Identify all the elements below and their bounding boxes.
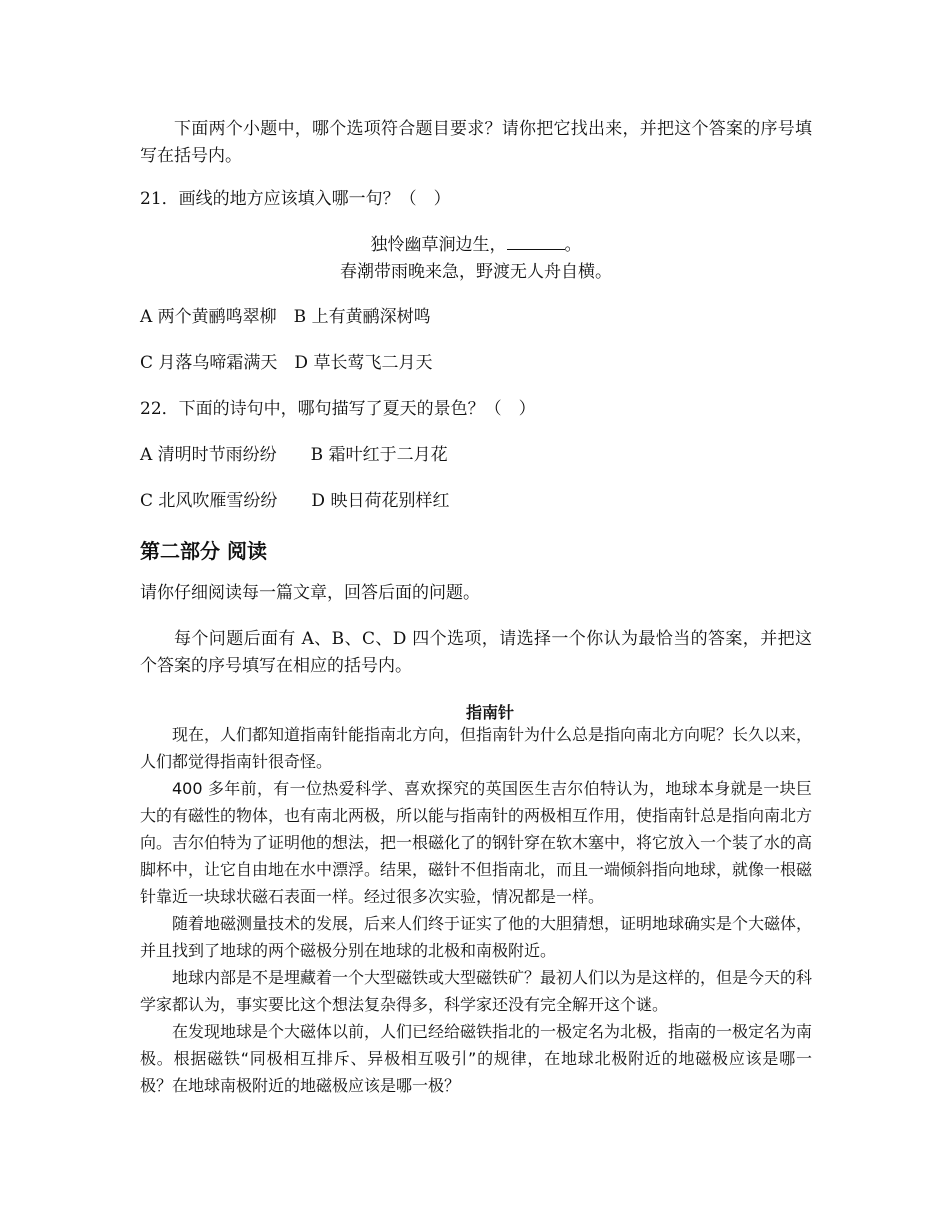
- question-22-options-ab: A 清明时节雨纷纷 B 霜叶红于二月花: [140, 445, 448, 465]
- question-21-stem: 21．画线的地方应该填入哪一句？（ ）: [140, 189, 451, 209]
- question-21-options-ab: A 两个黄鹂鸣翠柳 B 上有黄鹂深树鸣: [140, 307, 431, 327]
- poem-line-1: [140, 232, 812, 259]
- question-22-options-cd: C 北风吹雁雪纷纷 D 映日荷花别样红: [140, 491, 450, 511]
- poem-line-2: 春潮带雨晚来急，野渡无人舟自横。: [340, 262, 612, 282]
- section-2-instruction: 每个问题后面有 A、B、C、D 四个选项，请选择一个你认为最恰当的答案，并把这个答案的序号填写在相应的括号内。: [140, 629, 812, 676]
- article-paragraph: 400 多年前，有一位热爱科学、喜欢探究的英国医生吉尔伯特认为，地球本身就是一块巨大的有磁性的物体，也有南北两极，所以能与指南针的两极相互作用，使指南针总是指向南北方向。吉尔伯特为了证明他的想法，把一根磁化了的钢针穿在软木塞中，将它放入一个装了水的高脚杯中，让它自由地在水中漂浮。结果，磁针不但指南北，而且一端倾斜指向地球，就像一根磁针靠近一块球状磁石表面一样。经过很多次实验，情况都是一样。: [140, 779, 813, 906]
- article-title: 指南针: [465, 703, 514, 722]
- article-body: [140, 721, 812, 1099]
- article-paragraph: 随着地磁测量技术的发展，后来人们终于证实了他的大胆猜想，证明地球确实是个大磁体，并且找到了地球的两个磁极分别在地球的北极和南极附近。: [140, 914, 813, 960]
- article-paragraph: 在发现地球是个大磁体以前，人们已经给磁铁指北的一极定名为北极，指南的一极定名为南极。根据磁铁“同极相互排斥、异极相互吸引”的规律，在地球北极附近的地磁极应该是哪一极？在地球南极附近的地磁极应该是哪一极？: [140, 1022, 813, 1095]
- article-paragraph: 地球内部是不是埋藏着一个大型磁铁或大型磁铁矿？最初人们以为是这样的，但是今天的科学家都认为，事实要比这个想法复杂得多，科学家还没有完全解开这个谜。: [140, 968, 813, 1014]
- instruction-paragraph: 下面两个小题中，哪个选项符合题目要求？请你把它找出来，并把这个答案的序号填写在括号内。: [140, 119, 812, 166]
- poem-blank: [507, 235, 565, 250]
- poem-line-1-text: 独怜幽草涧边生，: [370, 235, 507, 255]
- article-paragraph: 现在，人们都知道指南针能指南北方向，但指南针为什么总是指向南北方向呢？长久以来，人们都觉得指南针很奇怪。: [140, 725, 813, 771]
- question-21-options-cd: C 月落乌啼霜满天 D 草长莺飞二月天: [140, 353, 433, 373]
- section-2-heading: 第二部分 阅读: [140, 539, 267, 563]
- poem-line-1-end: 。: [564, 235, 582, 255]
- question-22-stem: 22．下面的诗句中，哪句描写了夏天的景色？（ ）: [140, 399, 536, 419]
- section-2-intro: 请你仔细阅读每一篇文章，回答后面的问题。: [140, 583, 480, 603]
